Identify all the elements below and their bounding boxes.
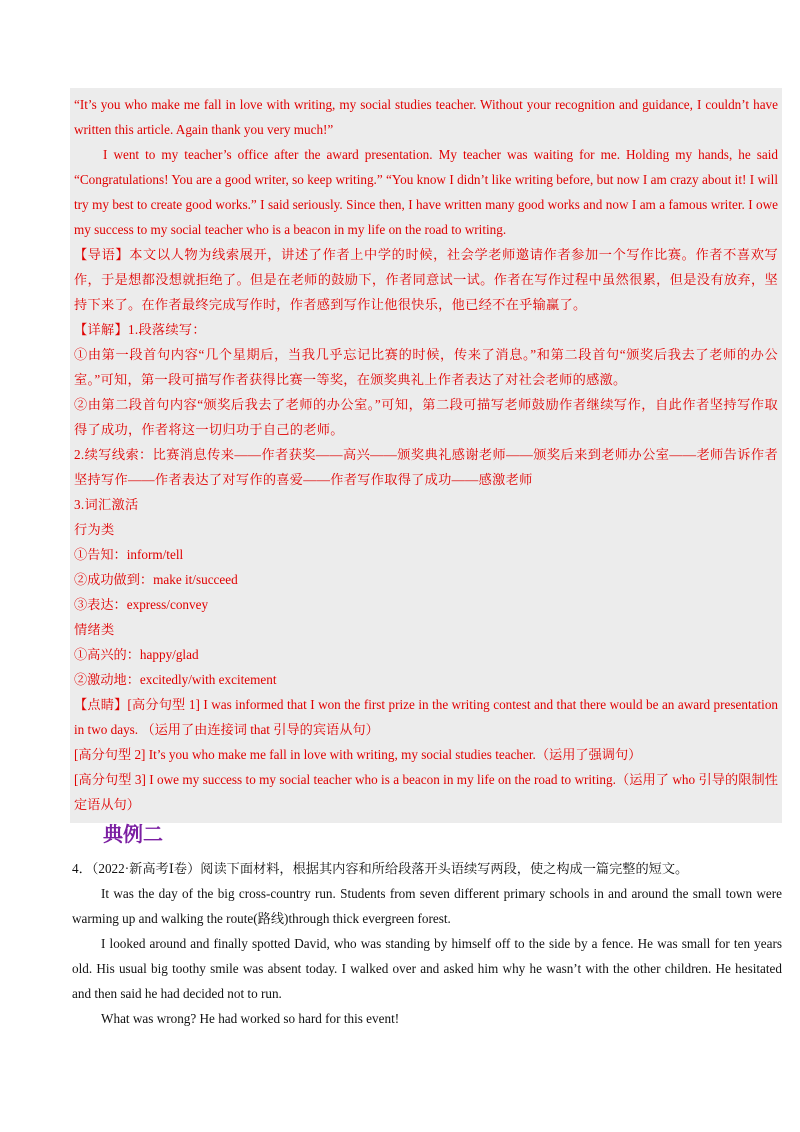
emotion-category: 情绪类	[74, 622, 115, 637]
guide-summary: 【导语】本文以人物为线索展开，讲述了作者上中学的时候，社会学老师邀请作者参加一个写作比赛。作者不喜欢写作，于是想都没想就拒绝了。但是在老师的鼓励下，作者同意试一试。作者在写作过程中虽然很累，但是没有放弃，坚持下来了。在作者最终完成写作时，作者感到写作让他很快乐，他已经不在乎输赢了。	[74, 247, 778, 312]
question-paragraph-1: It was the day of the big cross-country run. Students from seven different primary schools in and around the small town were warming up and walking the route(路线)through thick evergreen forest.	[72, 886, 782, 926]
answer-analysis-box	[70, 88, 782, 823]
detail-heading: 【详解】1.段落续写：	[74, 322, 206, 337]
sample-paragraph-1: “It’s you who make me fall in love with writing, my social studies teacher. Without your recognition and guidance, I couldn’t have written this article. Again thank you very much!”	[74, 97, 778, 137]
vocab-heading: 3.词汇激活	[74, 497, 139, 512]
detail-point-2: ②由第二段首句内容“颁奖后我去了老师的办公室。”可知，第二段可描写老师鼓励作者继续写作，自此作者坚持写作取得了成功，作者将这一切归功于自己的老师。	[74, 397, 778, 437]
highlight-sentence-2: [高分句型 2] It’s you who make me fall in love with writing, my social studies teacher.（运用了强调句）	[74, 747, 642, 762]
vocab-item: ②激动地：excitedly/with excitement	[74, 672, 277, 687]
continuation-clues: 2.续写线索：比赛消息传来——作者获奖——高兴——颁奖典礼感谢老师——颁奖后来到老师办公室——老师告诉作者坚持写作——作者表达了对写作的喜爱——作者写作取得了成功——感激老师	[74, 447, 778, 487]
highlight-sentence-1: 【点睛】[高分句型 1] I was informed that I won the first prize in the writing contest and that there would be an award presentation in two days. （运用了由连接词 that 引导的宾语从句）	[74, 697, 778, 737]
vocab-item: ①告知：inform/tell	[74, 547, 184, 562]
question-paragraph-2: I looked around and finally spotted David, who was standing by himself off to the side by a fence. He was small for ten years old. His usual big toothy smile was absent today. I walked over and asked him why he wasn’t with the other children. He hesitated and then said he had decided not to run.	[72, 936, 782, 1001]
question-paragraph-3: What was wrong? He had worked so hard for this event!	[101, 1011, 400, 1026]
vocab-item: ②成功做到：make it/succeed	[74, 572, 238, 587]
behavior-category: 行为类	[74, 522, 115, 537]
vocab-item: ①高兴的：happy/glad	[74, 647, 199, 662]
detail-point-1: ①由第一段首句内容“几个星期后，当我几乎忘记比赛的时候，传来了消息。”和第二段首句“颁奖后我去了老师的办公室。”可知，第一段可描写作者获得比赛一等奖，在颁奖典礼上作者表达了对社会老师的感激。	[74, 347, 778, 387]
highlight-sentence-3: [高分句型 3] I owe my success to my social teacher who is a beacon in my life on the road to writing.（运用了 who 引导的限制性定语从句）	[74, 772, 778, 812]
sample-paragraph-2: I went to my teacher’s office after the award presentation. My teacher was waiting for me. Holding my hands, he said “Congratulations! You are a good writer, so keep writing.” “You know I didn’t like writing before, but now I am crazy about it! I will try my best to create good works.” I said seriously. Since then, I have written many good works and now I am a famous writer. I owe my success to my social teacher who is a beacon in my life on the road to writing.	[74, 147, 778, 237]
section-heading: 典例二	[103, 822, 163, 846]
question-intro: 4．（2022·新高考Ⅰ卷）阅读下面材料，根据其内容和所给段落开头语续写两段，使之构成一篇完整的短文。	[72, 861, 689, 876]
vocab-item: ③表达：express/convey	[74, 597, 209, 612]
question-block	[72, 856, 782, 1031]
